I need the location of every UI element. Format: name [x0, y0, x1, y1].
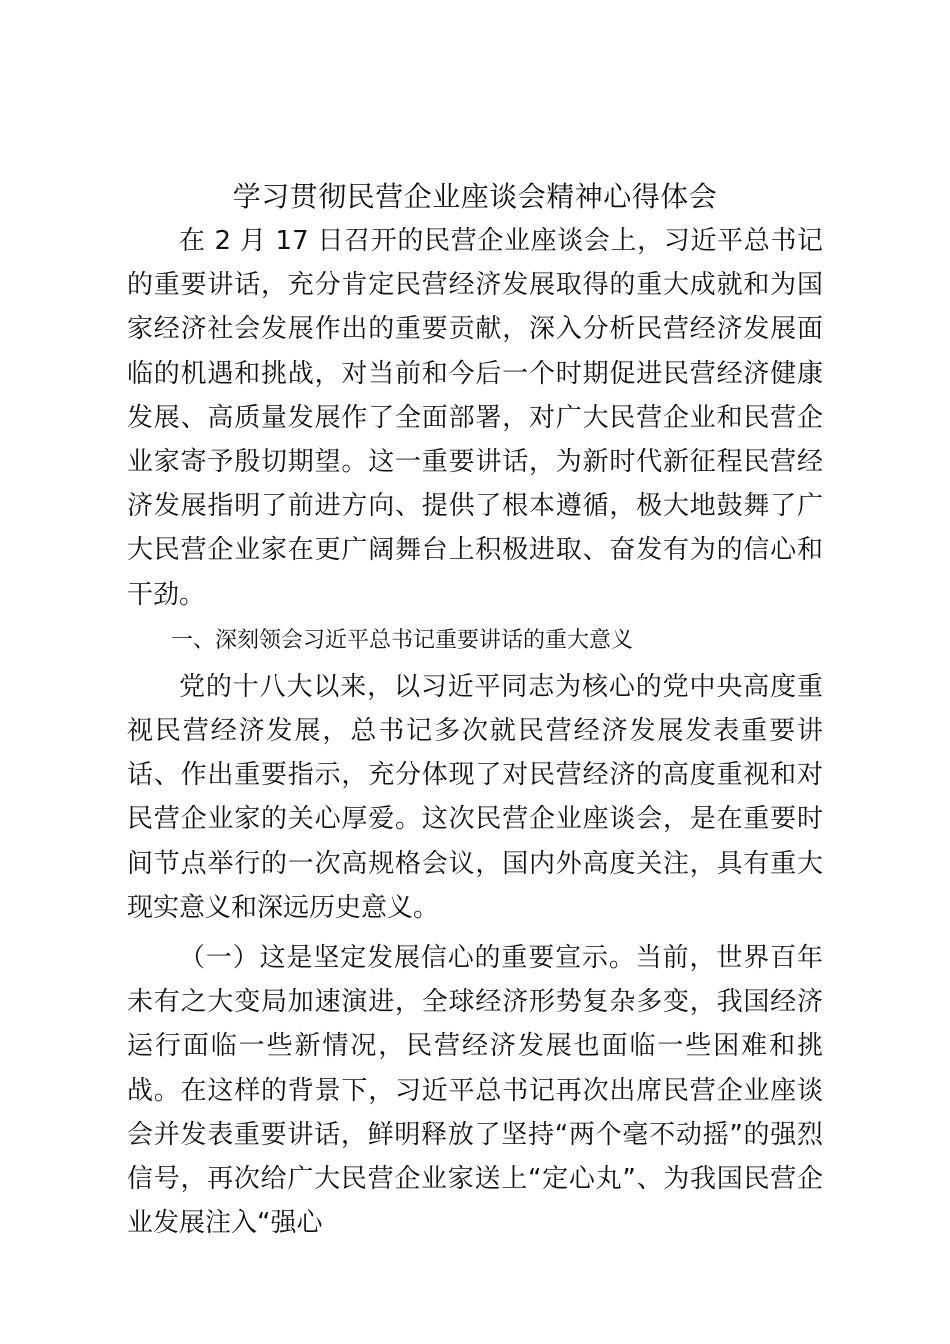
section-heading-1: 一、深刻领会习近平总书记重要讲话的重大意义 [171, 627, 634, 653]
item-1-paragraph: （一）这是坚定发展信心的重要宣示。当前，世界百年未有之大变局加速演进，全球经济形势复杂多变，我国经济运行面临一些新情况，民营经济发展也面临一些困难和挑战。在这样的背景下，习近平总书记再次出席民营企业座谈会并发表重要讲话，鲜明释放了坚持“两个毫不动摇”的强烈信号，再次给广大民营企业家送上“定心丸”、为我国民营企业发展注入“强心 [127, 943, 823, 1239]
document-title: 学习贯彻民营企业座谈会精神心得体会 [232, 180, 718, 213]
intro-paragraph: 在 2 月 17 日召开的民营企业座谈会上，习近平总书记的重要讲话，充分肯定民营经济发展取得的重大成就和为国家经济社会发展作出的重要贡献，深入分析民营经济发展面临的机遇和挑战，对当前和今后一个时期促进民营经济健康发展、高质量发展作了全面部署，对广大民营企业和民营企业家寄予殷切期望。这一重要讲话，为新时代新征程民营经济发展指明了前进方向、提供了根本遵循，极大地鼓舞了广大民营企业家在更广阔舞台上积极进取、奋发有为的信心和干劲。 [127, 226, 823, 610]
document-body [127, 175, 823, 1245]
section-1-paragraph: 党的十八大以来，以习近平同志为核心的党中央高度重视民营经济发展，总书记多次就民营经济发展发表重要讲话、作出重要指示，充分体现了对民营经济的高度重视和对民营企业家的关心厚爱。这次民营企业座谈会，是在重要时间节点举行的一次高规格会议，国内外高度关注，具有重大现实意义和深远历史意义。 [127, 671, 823, 923]
